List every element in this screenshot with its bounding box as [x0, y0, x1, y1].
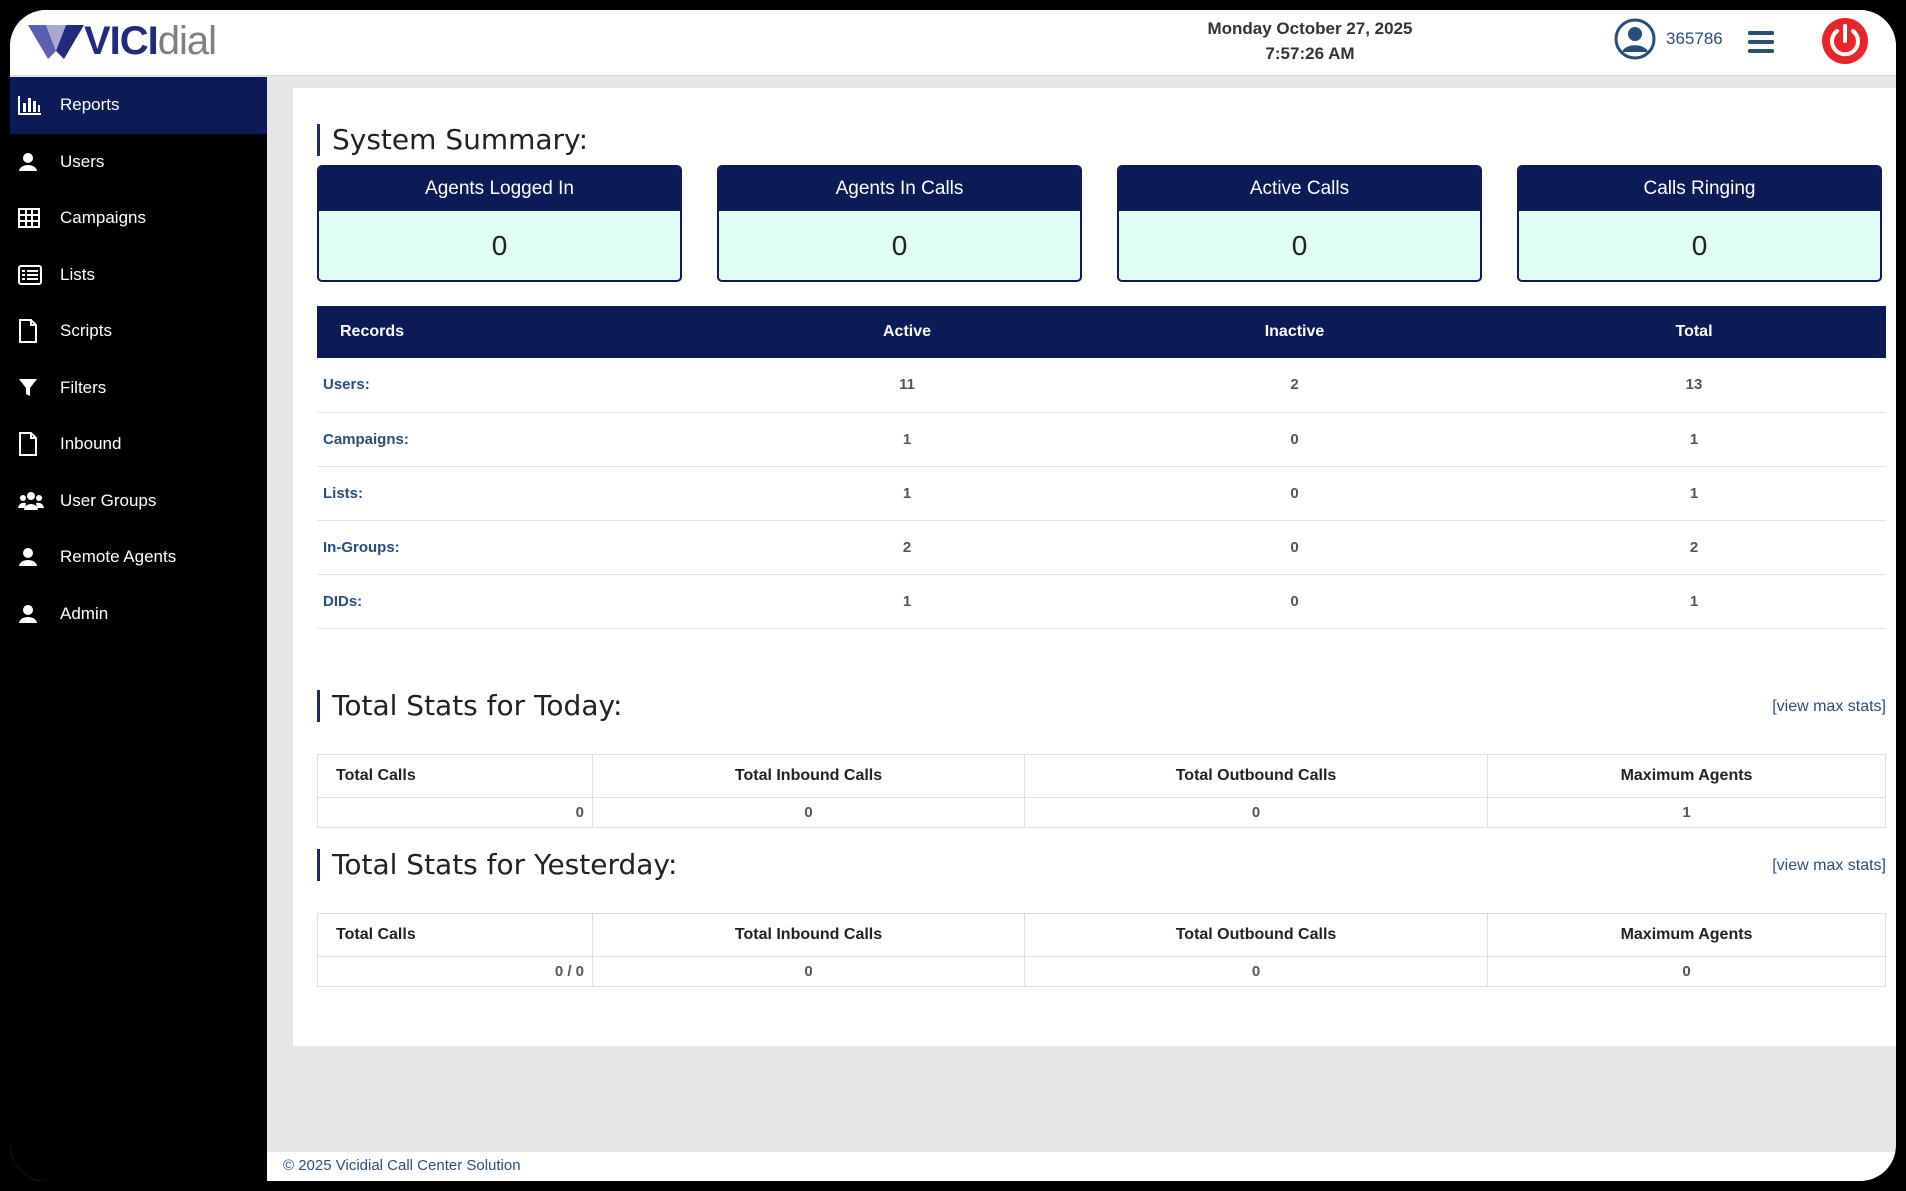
- datetime-display: [1160, 16, 1460, 66]
- logo-mark-icon: [28, 21, 84, 61]
- table-row: [318, 798, 1886, 828]
- records-header-row: [317, 306, 1886, 358]
- current-date: Monday October 27, 2025: [1207, 19, 1413, 38]
- inactive-count: 2: [1087, 358, 1502, 412]
- users-icon: [18, 489, 46, 513]
- active-count: 1: [727, 466, 1087, 520]
- column-header: Inactive: [1087, 306, 1502, 358]
- user-icon: [18, 545, 46, 569]
- stat-card-value: 0: [1291, 229, 1308, 261]
- inactive-count: 0: [1087, 412, 1502, 466]
- column-header: Maximum Agents: [1488, 755, 1886, 798]
- stat-card-value: 0: [1691, 229, 1708, 261]
- sidebar-item-label: Lists: [60, 264, 95, 284]
- total-inbound-value: 0: [593, 957, 1025, 987]
- stat-card-label: Active Calls: [1119, 167, 1480, 211]
- stat-card-label: Agents In Calls: [719, 167, 1080, 211]
- inactive-count: 0: [1087, 466, 1502, 520]
- total-inbound-value: 0: [593, 798, 1025, 828]
- total-calls-value: 0 / 0: [318, 957, 593, 987]
- column-header: Total: [1502, 306, 1886, 358]
- user-avatar-icon[interactable]: [1614, 18, 1656, 60]
- today-stats-table: [317, 754, 1886, 828]
- maximum-agents-value: 1: [1488, 798, 1886, 828]
- vicidial-logo[interactable]: [28, 16, 216, 66]
- inactive-count: 0: [1087, 520, 1502, 574]
- filter-icon: [18, 376, 46, 400]
- sidebar-item-user-groups[interactable]: [10, 473, 267, 530]
- hamburger-menu-icon[interactable]: [1746, 27, 1776, 57]
- record-label-link[interactable]: In-Groups:: [317, 520, 727, 574]
- stat-card-active-calls: [1117, 165, 1482, 282]
- total-count: 1: [1502, 466, 1886, 520]
- record-label-link[interactable]: DIDs:: [317, 574, 727, 628]
- column-header: Total Calls: [318, 914, 593, 957]
- file-icon: [18, 319, 46, 343]
- yesterday-view-max-stats-link[interactable]: [view max stats]: [1772, 857, 1886, 874]
- sidebar-item-label: Filters: [60, 377, 107, 397]
- active-count: 2: [727, 520, 1087, 574]
- total-count: 1: [1502, 574, 1886, 628]
- stats-header-row: [318, 914, 1886, 957]
- footer-copyright: © 2025 Vicidial Call Center Solution: [267, 1152, 1896, 1181]
- table-row: [317, 358, 1886, 412]
- sidebar-item-label: Inbound: [60, 434, 122, 454]
- records-table: [317, 306, 1886, 629]
- sidebar-nav: [10, 77, 267, 1181]
- record-label-link[interactable]: Users:: [317, 358, 727, 412]
- user-icon: [18, 602, 46, 626]
- stat-card-value: 0: [491, 229, 508, 261]
- sidebar-item-admin[interactable]: [10, 586, 267, 643]
- active-count: 1: [727, 412, 1087, 466]
- column-header: Total Calls: [318, 755, 593, 798]
- column-header: Active: [727, 306, 1087, 358]
- yesterday-stats-title: Total Stats for Yesterday:: [317, 849, 677, 881]
- file-icon: [18, 432, 46, 456]
- column-header: Total Inbound Calls: [593, 914, 1025, 957]
- column-header: Total Inbound Calls: [593, 755, 1025, 798]
- list-icon: [18, 263, 46, 287]
- today-stats-title: Total Stats for Today:: [317, 690, 622, 722]
- sidebar-item-campaigns[interactable]: [10, 190, 267, 247]
- record-label-link[interactable]: Lists:: [317, 466, 727, 520]
- user-id-label: 365786: [1666, 29, 1723, 48]
- stat-card-agents-logged-in: [317, 165, 682, 282]
- total-outbound-value: 0: [1025, 957, 1488, 987]
- sidebar-item-label: Campaigns: [60, 208, 146, 228]
- sidebar-item-label: Users: [60, 151, 105, 171]
- inactive-count: 0: [1087, 574, 1502, 628]
- total-calls-value: 0: [318, 798, 593, 828]
- sidebar-item-filters[interactable]: [10, 360, 267, 417]
- total-count: 2: [1502, 520, 1886, 574]
- sidebar-item-label: Reports: [60, 95, 120, 115]
- active-count: 11: [727, 358, 1087, 412]
- today-view-max-stats-link[interactable]: [view max stats]: [1772, 698, 1886, 715]
- main-content: [293, 88, 1896, 1046]
- sidebar-item-label: Admin: [60, 603, 109, 623]
- stat-card-agents-in-calls: [717, 165, 1082, 282]
- stat-card-label: Agents Logged In: [319, 167, 680, 211]
- column-header: Maximum Agents: [1488, 914, 1886, 957]
- column-header: Total Outbound Calls: [1025, 755, 1488, 798]
- stats-header-row: [318, 755, 1886, 798]
- record-label-link[interactable]: Campaigns:: [317, 412, 727, 466]
- table-icon: [18, 206, 46, 230]
- power-logout-icon[interactable]: [1820, 16, 1870, 66]
- stat-card-label: Calls Ringing: [1519, 167, 1880, 211]
- table-row: [317, 574, 1886, 628]
- total-count: 1: [1502, 412, 1886, 466]
- column-header: Records: [317, 306, 727, 358]
- sidebar-item-users[interactable]: [10, 134, 267, 191]
- brand-light-text: dial: [157, 18, 217, 63]
- sidebar-item-label: Scripts: [60, 321, 112, 341]
- yesterday-stats-table: [317, 913, 1886, 987]
- bar-chart-icon: [18, 93, 46, 117]
- system-summary-title: System Summary:: [317, 124, 588, 156]
- active-count: 1: [727, 574, 1087, 628]
- user-area[interactable]: [1614, 18, 1723, 60]
- sidebar-item-inbound[interactable]: [10, 416, 267, 473]
- column-header: Total Outbound Calls: [1025, 914, 1488, 957]
- stat-card-value: 0: [891, 229, 908, 261]
- user-icon: [18, 150, 46, 174]
- table-row: [318, 957, 1886, 987]
- brand-bold-text: VICI: [84, 18, 158, 63]
- maximum-agents-value: 0: [1488, 957, 1886, 987]
- table-row: [317, 466, 1886, 520]
- top-header: [10, 10, 1896, 76]
- table-row: [317, 520, 1886, 574]
- total-outbound-value: 0: [1025, 798, 1488, 828]
- sidebar-item-label: User Groups: [60, 490, 157, 510]
- current-time: 7:57:26 AM: [1265, 44, 1355, 63]
- sidebar-item-lists[interactable]: [10, 247, 267, 304]
- sidebar-item-reports[interactable]: [10, 77, 267, 134]
- app-frame: [10, 10, 1896, 1181]
- sidebar-item-remote-agents[interactable]: [10, 529, 267, 586]
- total-count: 13: [1502, 358, 1886, 412]
- sidebar-item-scripts[interactable]: [10, 303, 267, 360]
- sidebar-item-label: Remote Agents: [60, 547, 177, 567]
- stat-card-calls-ringing: [1517, 165, 1882, 282]
- table-row: [317, 412, 1886, 466]
